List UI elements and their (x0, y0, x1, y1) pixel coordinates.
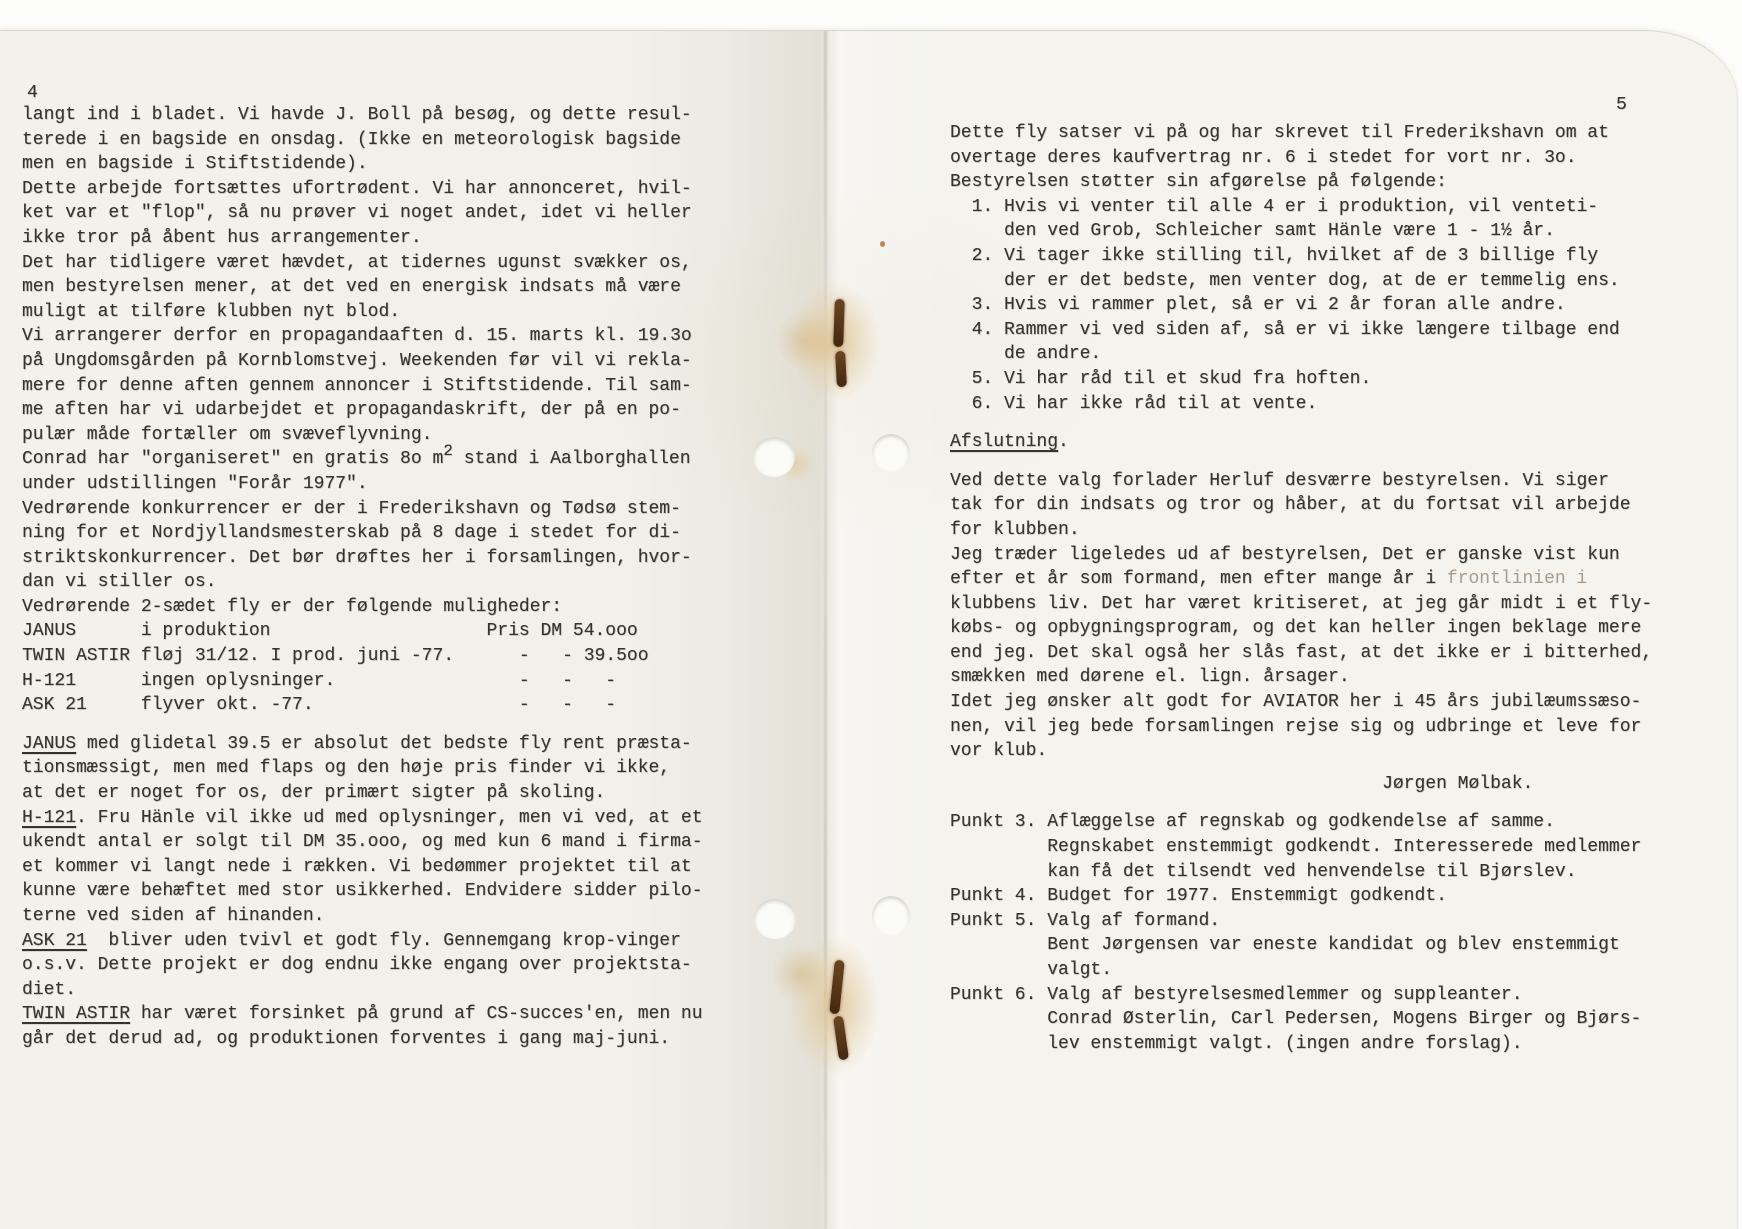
text-line (22, 732, 703, 757)
text-line: o.s.v. Dette projekt er dog endnu ikke engang over projektsta- (22, 955, 692, 976)
text-line: overtage deres kaufvertrag nr. 6 i stedet for vort nr. 3o. (950, 147, 1577, 168)
text-line: 3. Hvis vi rammer plet, så er vi 2 år foran alle andre. (950, 295, 1566, 316)
text-line: vor klub. (950, 741, 1048, 762)
text-line: på Ungdomsgården på Kornblomstvej. Weekenden før vil vi rekla- (22, 350, 692, 371)
text-line: smækken med dørene el. lign. årsager. (950, 667, 1350, 688)
text-line (22, 1002, 703, 1027)
text-line: de andre. (950, 344, 1102, 365)
text-line: Regnskabet enstemmigt godkendt. Interesserede medlemmer (950, 837, 1642, 858)
text-line (950, 567, 1652, 592)
punch-hole (754, 899, 796, 939)
staple-bar (835, 351, 847, 387)
text-line: Jørgen Mølbak. (950, 773, 1534, 794)
staple-bar (833, 299, 845, 347)
blank-line (950, 455, 1652, 469)
text-line: ASK 21 flyver okt. -77. - - - (22, 695, 617, 716)
text-segment: stand i Aalborghallen (452, 449, 691, 470)
text-line: ket var et "flop", så nu prøver vi noget andet, idet vi heller (22, 203, 692, 224)
text-line: Punkt 3. Aflæggelse af regnskab og godkendelse af samme. (950, 812, 1555, 833)
underlined-text: ASK 21 (22, 930, 87, 951)
text-line: pulær måde fortæller om svæveflyvning. (22, 424, 433, 445)
text-line: ukendt antal er solgt til DM 35.ooo, og med kun 6 mand i firma- (22, 832, 703, 853)
text-line (22, 442, 703, 472)
text-line: at det er noget for os, der primært sigter på skoling. (22, 783, 606, 804)
text-line: langt ind i bladet. Vi havde J. Boll på besøg, og dette resul- (22, 105, 692, 125)
text-line: Vedrørende konkurrencer er der i Frederikshavn og Tødsø stem- (22, 498, 681, 519)
text-segment: frontlinien i (1446, 569, 1588, 590)
text-line (22, 806, 703, 831)
text-line: Dette fly satser vi på og har skrevet til Frederikshavn om at (950, 123, 1609, 143)
staple-rust-stain-bottom (788, 936, 880, 1076)
text-segment: bliver uden tvivl et godt fly. Gennemgang krop-vinger (86, 930, 681, 951)
text-segment: efter et år som formand, men efter mange år i (950, 569, 1447, 590)
text-line: striktskonkurrencer. Det bør drøftes her i forsamlingen, hvor- (22, 547, 692, 568)
text-line: Conrad Østerlin, Carl Pedersen, Mogens Birger og Bjørs- (950, 1009, 1642, 1030)
text-line: diet. (22, 979, 77, 1000)
text-line: 6. Vi har ikke råd til at vente. (950, 393, 1318, 414)
staple-rust-stain-top (790, 283, 880, 401)
underlined-text: Afslutning (950, 432, 1059, 453)
text-line: tak for din indsats og tror og håber, at du fortsat vil arbejde (950, 495, 1631, 516)
text-line: Punkt 6. Valg af bestyrelsesmedlemmer og suppleanter. (950, 984, 1523, 1005)
text-line: valgt. (950, 960, 1113, 980)
text-line: Idet jeg ønsker alt godt for AVIATOR her i 45 års jubilæumssæso- (950, 692, 1642, 713)
page-number-right: 5 (1616, 95, 1627, 115)
underlined-text: H-121 (22, 807, 77, 828)
text-line (22, 929, 703, 954)
text-segment: . Fru Hänle vil ikke ud med oplysninger, men vi ved, at et (76, 807, 703, 828)
text-line: muligt at tilføre klubben nyt blod. (22, 301, 401, 322)
text-line: Punkt 4. Budget for 1977. Enstemmigt godkendt. (950, 886, 1447, 907)
rust-speck (880, 241, 885, 247)
text-line: ning for et Nordjyllandsmesterskab på 8 dage i stedet for di- (22, 523, 681, 544)
punch-hole (872, 434, 910, 472)
text-line: mere for denne aften gennem annoncer i Stiftstidende. Til sam- (22, 375, 692, 396)
text-segment: 2 (443, 442, 453, 461)
left-page-text (22, 103, 703, 1052)
underlined-text: JANUS (22, 733, 77, 754)
text-segment: Conrad har "organiseret" en gratis 8o m (22, 449, 444, 470)
text-line: 5. Vi har råd til et skud fra hoften. (950, 368, 1372, 389)
text-line: Dette arbejde fortsættes ufortrødent. Vi har annonceret, hvil- (22, 178, 692, 199)
text-line: end jeg. Det skal også her slås fast, at det ikke er i bitterhed, (950, 642, 1653, 663)
text-line: TWIN ASTIR fløj 31/12. I prod. juni -77. - - 39.5oo (22, 646, 649, 667)
text-line: den ved Grob, Schleicher samt Hänle være 1 - 1½ år. (950, 221, 1555, 242)
text-line: 1. Hvis vi venter til alle 4 er i produktion, vil venteti- (950, 196, 1599, 217)
text-line: under udstillingen "Forår 1977". (22, 473, 368, 494)
text-line: går det derud ad, og produktionen forventes i gang maj-juni. (22, 1028, 671, 1049)
text-line: for klubben. (950, 519, 1080, 540)
text-line: kan få det tilsendt ved henvendelse til Bjørslev. (950, 861, 1577, 882)
underlined-text: TWIN ASTIR (22, 1004, 131, 1025)
text-line: købs- og opbygningsprogram, og det kan heller ingen beklage mere (950, 618, 1642, 639)
text-line: Vedrørende 2-sædet fly er der følgende muligheder: (22, 596, 563, 617)
text-line: ikke tror på åbent hus arrangementer. (22, 227, 422, 248)
text-line: nen, vil jeg bede forsamlingen rejse sig og udbringe et leve for (950, 716, 1642, 737)
text-line: et kommer vi langt nede i rækken. Vi bedømmer projektet til at (22, 856, 692, 877)
text-line: 2. Vi tager ikke stilling til, hvilket af de 3 billige fly (950, 245, 1599, 266)
text-line: dan vi stiller os. (22, 572, 217, 593)
paper-spread (0, 30, 1738, 1229)
text-line: terne ved siden af hinanden. (22, 906, 325, 926)
blank-line (950, 416, 1652, 430)
text-line: klubbens liv. Det har været kritiseret, at jeg går midt i et fly- (950, 593, 1653, 614)
text-line: Punkt 5. Valg af formand. (950, 910, 1221, 931)
page-number-left: 4 (27, 83, 38, 103)
blank-line (22, 718, 703, 732)
text-line: H-121 ingen oplysninger. - - - (22, 670, 617, 691)
text-line: 4. Rammer vi ved siden af, så er vi ikke længere tilbage end (950, 319, 1620, 340)
text-segment: . (1058, 432, 1069, 453)
right-page-text (950, 121, 1652, 1056)
text-line: Bent Jørgensen var eneste kandidat og blev enstemmigt (950, 935, 1620, 956)
text-line: JANUS i produktion Pris DM 54.ooo (22, 621, 638, 642)
text-segment: har været forsinket på grund af CS-succes'en, men nu (130, 1004, 703, 1025)
text-line: Ved dette valg forlader Herluf desværre bestyrelsen. Vi siger (950, 470, 1609, 491)
blank-line (950, 796, 1652, 810)
rust-halo (776, 311, 836, 371)
text-line: men en bagside i Stiftstidende). (22, 154, 368, 175)
text-line: Det har tidligere været hævdet, at tidernes ugunst svækker os, (22, 252, 692, 273)
text-segment: med glidetal 39.5 er absolut det bedste fly rent præsta- (76, 733, 692, 754)
text-line: Jeg træder ligeledes ud af bestyrelsen, Det er ganske vist kun (950, 544, 1620, 565)
rust-halo (772, 946, 828, 1002)
punch-hole (872, 896, 910, 936)
text-line: men bestyrelsen mener, at det ved en energisk indsats må være (22, 277, 681, 298)
text-line: der er det bedste, men venter dog, at de er temmelig ens. (950, 270, 1620, 291)
text-line: me aften har vi udarbejdet et propagandaskrift, der på en po- (22, 400, 681, 421)
text-line: tionsmæssigt, men med flaps og den høje pris finder vi ikke, (22, 758, 671, 779)
text-line: terede i en bagside en onsdag. (Ikke en meteorologisk bagside (22, 129, 681, 150)
text-line: kunne være behæftet med stor usikkerhed. Endvidere sidder pilo- (22, 881, 703, 902)
text-line: Vi arrangerer derfor en propagandaaften d. 15. marts kl. 19.3o (22, 326, 692, 347)
text-line: Bestyrelsen støtter sin afgørelse på følgende: (950, 172, 1447, 193)
text-line: lev enstemmigt valgt. (ingen andre forslag). (950, 1033, 1523, 1054)
blank-line (950, 764, 1652, 772)
punch-hole (753, 437, 795, 477)
text-line (950, 430, 1652, 455)
